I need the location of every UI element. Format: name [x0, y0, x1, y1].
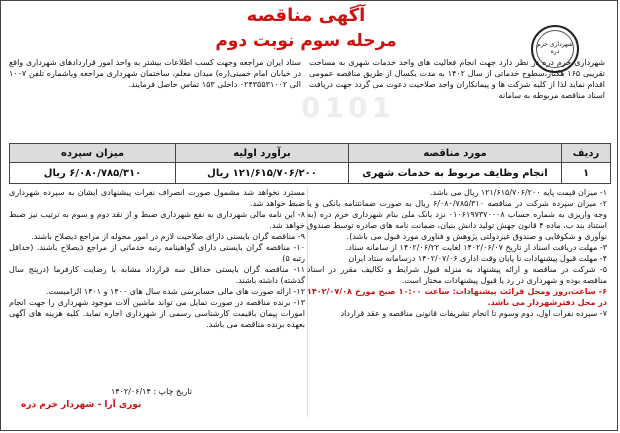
table-row [10, 163, 611, 184]
notice-title: آگهی مناقصه [246, 5, 366, 26]
condition-item: ۲- میزان سپرده شرکت در مناقصه ۶/۰۸۰/۷۸۵/۳۱۰ ریال به صورت ضمانتنامه بانکی و یا وجه واریزی به شماره حساب ۰۱۰۶۱۹۷۳۷۰۰۰۸ نزد بانک ملی بنام شهرداری خرم دره (به استناد بند ب، ماده ۴ قانون جهش تولید دانش بنیان، ضمانت نامه های صادره توسط صندوق نوآوری و شکوفایی و صندوق غیردولتی پژوهش و فناوری مورد قبول می باشد). [307, 199, 607, 241]
condition-item: مسترد نخواهد شد مشمول صورت انصراف نفرات پیشنهادی ایشان به سپرده شهرداری ضبط خواهد شد. [9, 188, 305, 208]
condition-item: ۱۳- برنده مناقصه در صورت تمایل می تواند ماشین آلات موجود شهرداری را جهت انجام امورات پیمان باقیمت کارشناسی رسمی از شهرداری اجاره نماید. کلیه هزینه های آگهی بعهده برنده مناقصه می باشد. [9, 298, 305, 329]
condition-item: ۱۲- ارائه صورت های مالی حسابرسی شده سال های ۱۴۰۰ و ۱۴۰۱ الزامیست. [45, 287, 305, 296]
intro-text-left: ستاد ایران مراجعه وجهت کسب اطلاعات بیشتر به واحد امور قراردادهای شهرداری واقع در خیابان امام خمینی(ره) میدان معلم، ساختمان شهرداری مراجعه ویاشماره تلفن ۱۰۰۷ الی ۰۲۴۳۵۵۳۱۰۰۲ داخلی ۱۵۳ تماس حاصل فرمایند. [9, 58, 301, 89]
watermark: 0101 [301, 91, 395, 124]
condition-item: ۸- این نامه مالی شهرداری به نفع شهرداری ضبط و از نقد دوم و سوم به ترتیب نیز ضبط خواهد شد. [9, 210, 305, 230]
condition-item: ۳- مهلت دریافت اسناد از تاریخ ۱۴۰۲/۰۶/۰۷ لغایت ۱۴۰۲/۰۶/۲۲ از سامانه ستاد. [345, 243, 607, 252]
condition-item: ۴- مهلت قبول پیشنهادات تا پایان وقت اداری ۱۴۰۲/۰۷/۰۶ درسامانه ستاد ایران [348, 254, 607, 263]
publish-date-value: ۱۴۰۲/۰۶/۱۴ [111, 387, 151, 396]
logo-text: شهرداری خرم دره [537, 41, 573, 55]
cell-subject: انجام وظایف مربوط به خدمات شهری [349, 163, 562, 184]
condition-item: ۹- مناقصه گران بایستی دارای صلاحیت لازم در امور محوله از مراجع ذیصلاح باشند. [31, 232, 305, 241]
cell-estimate: ۱۲۱/۶۱۵/۷۰۶/۲۰۰ ریال [176, 163, 349, 184]
cell-deposit: ۶/۰۸۰/۷۸۵/۳۱۰ ریال [10, 163, 176, 184]
cell-row-number: ۱ [562, 163, 611, 184]
intro-text-right: شهرداری خرم دره در نظر دارد جهت انجام فعالیت های واحد خدمات شهری به مساحت تقریبی ۱۶۵ هکتار،سطوح خدماتی از سال ۱۴۰۲ به مدت یکسال از طریق مناقصه عمومی اقدام نماید لذا از کلیه شرکت ها و پیمانکاران واجد صلاحیت دعوت می گردد جهت دریافت اسناد مناقصه مربوطه به سامانه [309, 58, 605, 100]
notice-subtitle: مرحله سوم نوبت دوم [215, 31, 397, 51]
conditions-right-column [307, 187, 607, 319]
condition-item: ۷- سپرده نفرات اول، دوم وسوم تا انجام تشریفات قانونی مناقصه و عقد قرارداد [340, 309, 607, 318]
table-header-row [10, 144, 611, 163]
condition-item: ۵- شرکت در مناقصه و ارائه پیشنهاد به منزله قبول شرایط و تکالیف مقرر در اسناد مناقصه بوده و شهرداری در رد یا قبول پیشنهادات مختار است. [307, 265, 607, 285]
header-row-number: ردیف [562, 144, 611, 163]
signature: نوری آرا - شهردار خرم دره [21, 400, 142, 410]
condition-item-highlight: ۶- ساعت،روز ومحل قرائت پیشنهادات: ساعت ۱۰:۰۰ صبح مورخ ۱۴۰۲/۰۷/۰۸ در محل دفترشهردار می باشد. [307, 287, 607, 307]
header-subject: مورد مناقصه [349, 144, 562, 163]
tender-table [9, 143, 611, 184]
publish-date-label: تاریخ چاپ : [153, 387, 192, 396]
condition-item: ۱۱- مناقصه گران بایستی حداقل سه قرارداد مشابه با رضایت کارفرما (درپنج سال گذشته) داشته باشند. [9, 265, 305, 285]
condition-item: ۱- میزان قیمت پایه ۱۲۱/۶۱۵/۷۰۶/۲۰۰ ریال می باشد. [429, 188, 607, 197]
header-estimate: برآورد اولیه [176, 144, 349, 163]
publish-date [111, 387, 192, 396]
header-deposit: میزان سپرده [10, 144, 176, 163]
conditions-left-column [9, 187, 305, 330]
condition-item: ۱۰- مناقصه گران بایستی دارای گواهینامه رتبه خدماتی از مراجع ذیصلاح باشند. (حداقل رتبه ۵) [9, 243, 305, 263]
